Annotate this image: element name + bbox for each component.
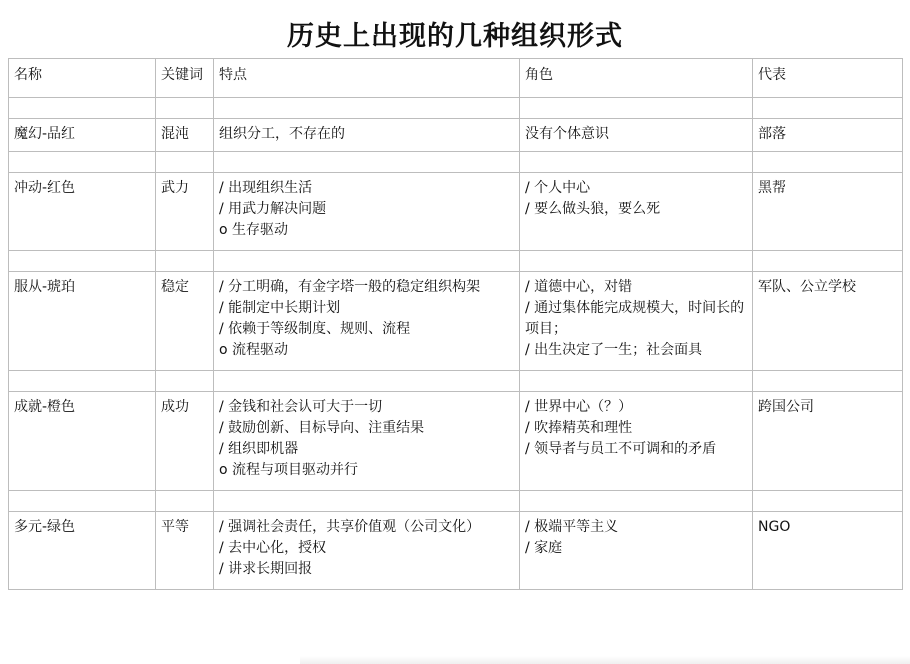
row-representative: 跨国公司 — [753, 392, 903, 491]
feature-line: / 组织即机器 — [219, 441, 299, 457]
role-line: / 家庭 — [525, 540, 563, 556]
row-keyword: 混沌 — [156, 119, 214, 152]
row-representative: NGO — [753, 512, 903, 590]
row-name: 魔幻-品红 — [9, 119, 156, 152]
table-row — [9, 272, 903, 371]
row-roles — [520, 392, 753, 491]
row-name: 服从-琥珀 — [9, 272, 156, 371]
row-name: 多元-绿色 — [9, 512, 156, 590]
row-name: 冲动-红色 — [9, 173, 156, 251]
row-keyword: 成功 — [156, 392, 214, 491]
header-keyword: 关键词 — [156, 59, 214, 98]
page-title: 历史上出现的几种组织形式 — [287, 21, 623, 52]
feature-line: / 分工明确，有金字塔一般的稳定组织构架 — [219, 279, 481, 295]
feature-line: / 能制定中长期计划 — [219, 300, 341, 316]
role-line: / 出生决定了一生；社会面具 — [525, 342, 703, 358]
spacer-row — [9, 152, 903, 173]
table-row — [9, 392, 903, 491]
row-representative: 部落 — [753, 119, 903, 152]
role-line: / 吹捧精英和理性 — [525, 420, 633, 436]
header-name: 名称 — [9, 59, 156, 98]
role-line: / 个人中心 — [525, 180, 591, 196]
row-representative: 黑帮 — [753, 173, 903, 251]
spacer-row — [9, 371, 903, 392]
role-line: / 道德中心，对错 — [525, 279, 633, 295]
role-line: / 世界中心（？） — [525, 399, 633, 415]
table-row — [9, 512, 903, 590]
header-roles: 角色 — [520, 59, 753, 98]
spacer-row — [9, 98, 903, 119]
row-features — [214, 512, 520, 590]
row-features — [214, 272, 520, 371]
role-line: / 极端平等主义 — [525, 519, 619, 535]
table-row — [9, 173, 903, 251]
feature-line: / 讲求长期回报 — [219, 561, 313, 577]
feature-line: / 金钱和社会认可大于一切 — [219, 399, 383, 415]
table-row — [9, 119, 903, 152]
row-roles — [520, 119, 753, 152]
row-features — [214, 392, 520, 491]
row-roles — [520, 272, 753, 371]
feature-line: o 流程驱动 — [219, 342, 289, 358]
feature-line: / 去中心化，授权 — [219, 540, 327, 556]
row-features — [214, 173, 520, 251]
row-keyword: 稳定 — [156, 272, 214, 371]
feature-line: o 生存驱动 — [219, 222, 289, 238]
bottom-fade — [300, 656, 910, 664]
feature-line: / 强调社会责任，共享价值观（公司文化） — [219, 519, 481, 535]
feature-line: / 用武力解决问题 — [219, 201, 327, 217]
spacer-row — [9, 251, 903, 272]
header-row — [9, 59, 903, 98]
row-roles — [520, 173, 753, 251]
role-line: / 领导者与员工不可调和的矛盾 — [525, 441, 717, 457]
header-representative: 代表 — [753, 59, 903, 98]
role-line: / 要么做头狼，要么死 — [525, 201, 661, 217]
header-features: 特点 — [214, 59, 520, 98]
feature-line: o 流程与项目驱动并行 — [219, 462, 359, 478]
spacer-row — [9, 491, 903, 512]
feature-line: / 出现组织生活 — [219, 180, 313, 196]
feature-line: / 鼓励创新、目标导向、注重结果 — [219, 420, 425, 436]
feature-line: 组织分工，不存在的 — [219, 126, 345, 142]
row-representative: 军队、公立学校 — [753, 272, 903, 371]
feature-line: / 依赖于等级制度、规则、流程 — [219, 321, 411, 337]
organization-table — [8, 58, 903, 590]
role-line: 没有个体意识 — [525, 126, 609, 142]
row-keyword: 平等 — [156, 512, 214, 590]
role-line: / 通过集体能完成规模大，时间长的项目； — [525, 300, 745, 337]
row-name: 成就-橙色 — [9, 392, 156, 491]
row-keyword: 武力 — [156, 173, 214, 251]
row-roles — [520, 512, 753, 590]
row-features — [214, 119, 520, 152]
